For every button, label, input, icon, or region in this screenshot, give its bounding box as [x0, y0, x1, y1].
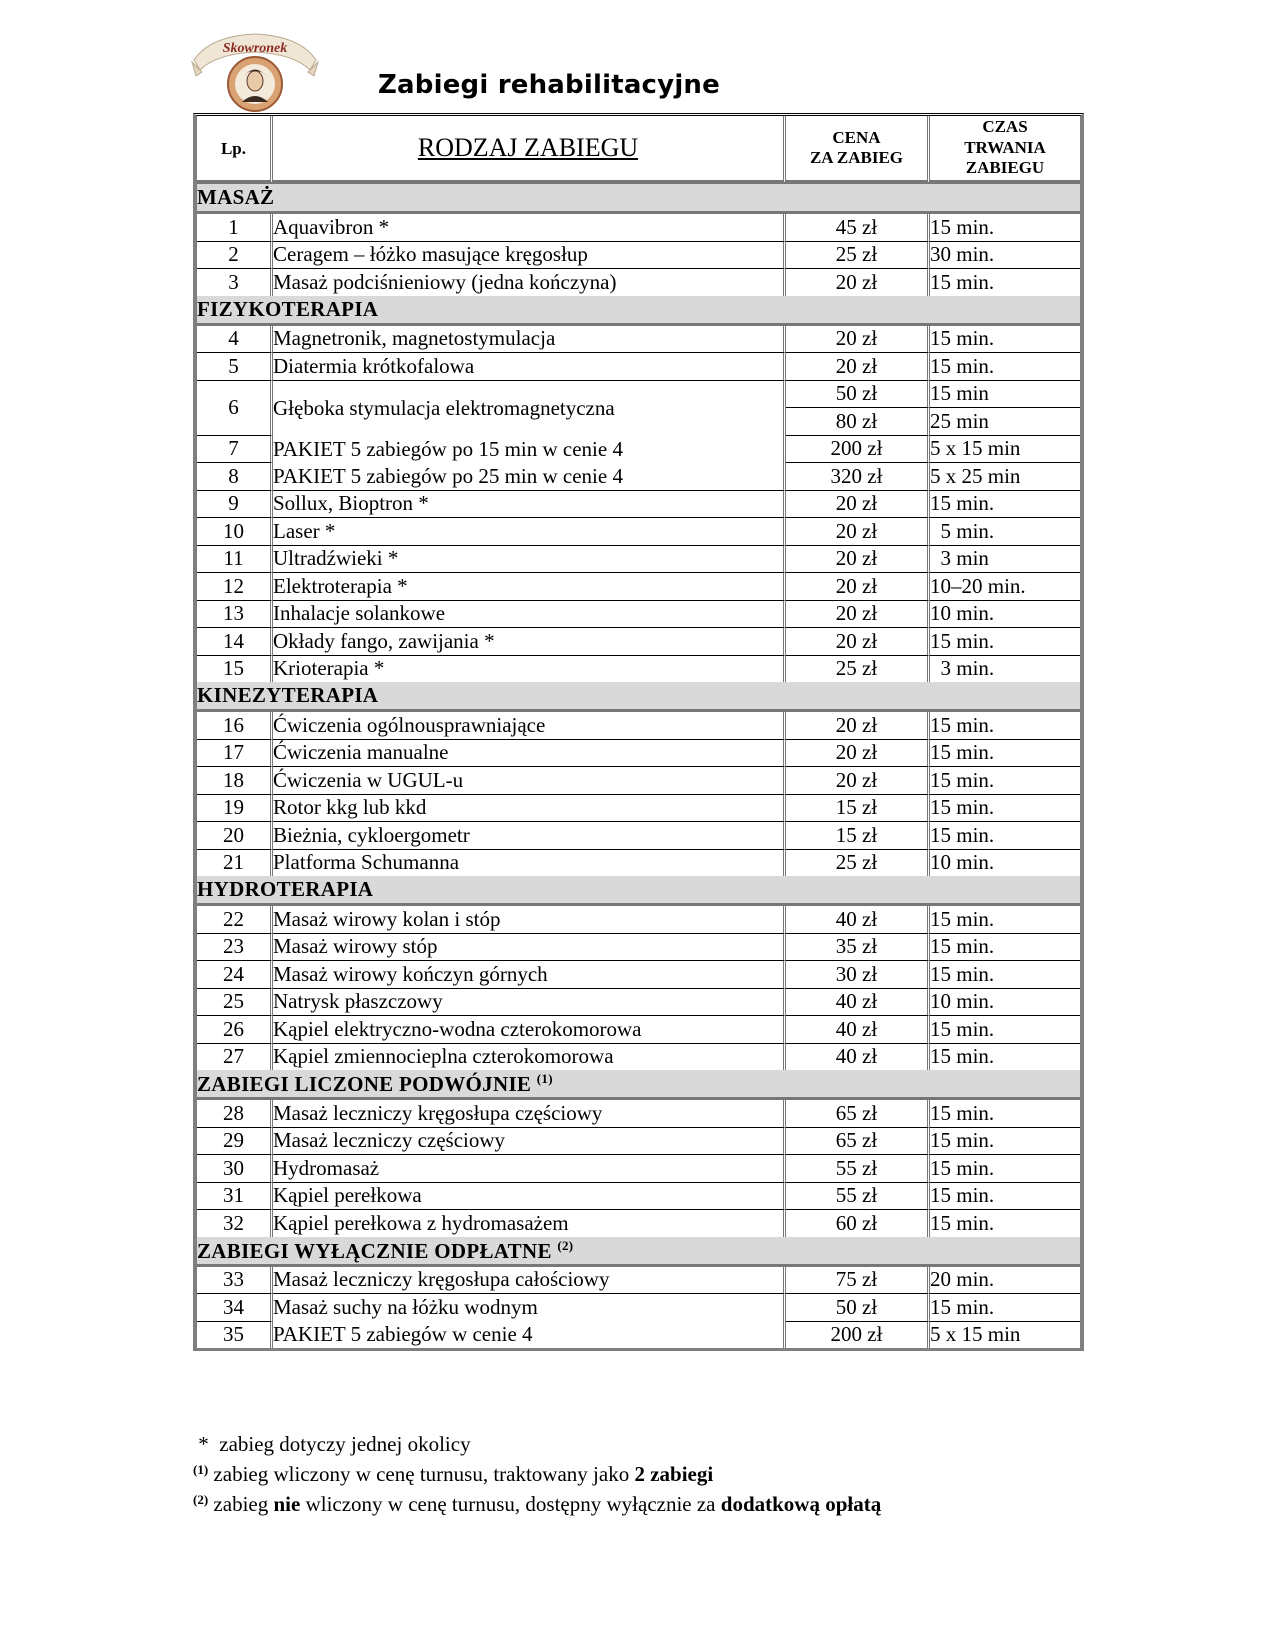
table-row [197, 381, 1080, 409]
table-row [197, 573, 1080, 601]
treatment-name: Masaż leczniczy kręgosłupa częściowy [273, 1100, 786, 1128]
treatment-name: Kąpiel elektryczno-wodna czterokomorowa [273, 1016, 786, 1044]
treatment-name: PAKIET 5 zabiegów po 25 min w cenie 4 [273, 463, 786, 491]
table-row [197, 1210, 1080, 1237]
page-title: Zabiegi rehabilitacyjne [378, 70, 720, 100]
treatment-price: 55 zł [786, 1155, 930, 1183]
row-number: 17 [197, 740, 273, 768]
table-row [197, 326, 1080, 354]
section-header: HYDROTERAPIA [197, 876, 1080, 906]
treatment-duration: 15 min [930, 381, 1080, 409]
treatment-name: PAKIET 5 zabiegów w cenie 4 [273, 1322, 786, 1349]
table-row [197, 242, 1080, 270]
treatment-price: 80 zł [786, 408, 930, 436]
row-number: 5 [197, 353, 273, 381]
row-number: 13 [197, 601, 273, 629]
treatment-price: 25 zł [786, 850, 930, 877]
treatment-duration: 3 min [930, 546, 1080, 574]
treatment-name: Masaż wirowy stóp [273, 934, 786, 962]
row-number: 15 [197, 656, 273, 683]
treatment-price: 35 zł [786, 934, 930, 962]
row-number: 32 [197, 1210, 273, 1237]
treatment-duration: 15 min. [930, 906, 1080, 934]
row-number: 11 [197, 546, 273, 574]
treatment-price: 20 zł [786, 491, 930, 519]
treatment-duration: 15 min. [930, 326, 1080, 354]
column-header-price: CENA ZA ZABIEG [786, 116, 930, 184]
treatment-duration: 15 min. [930, 961, 1080, 989]
treatment-name: Ćwiczenia ogólnousprawniające [273, 712, 786, 740]
treatment-duration: 3 min. [930, 656, 995, 681]
row-number: 26 [197, 1016, 273, 1044]
treatment-name: Ćwiczenia w UGUL-u [273, 767, 786, 795]
table-row [197, 961, 1080, 989]
section-header: ZABIEGI LICZONE PODWÓJNIE $^{(1)}$ [197, 1070, 1080, 1100]
treatment-name: Aquavibron * [273, 214, 786, 242]
table-row [197, 214, 1080, 242]
treatment-price: 75 zł [786, 1267, 930, 1295]
treatment-price: 20 zł [786, 546, 930, 574]
table-row [197, 989, 1080, 1017]
treatment-price: 15 zł [786, 822, 930, 850]
footnote-marker: (1) [536, 1071, 553, 1086]
treatment-price: 65 zł [786, 1100, 930, 1128]
row-number: 27 [197, 1044, 273, 1071]
row-number: 20 [197, 822, 273, 850]
table-row [197, 463, 1080, 491]
treatment-duration: 5 x 15 min [930, 436, 1080, 464]
table-row [197, 491, 1080, 519]
treatment-price: 40 zł [786, 1044, 930, 1071]
table-row [197, 1016, 1080, 1044]
treatment-price: 20 zł [786, 326, 930, 354]
treatment-name: Inhalacje solankowe [273, 601, 786, 629]
table-row [197, 518, 1080, 546]
treatment-duration: 10–20 min. [930, 573, 1080, 601]
treatment-duration: 10 min. [930, 601, 1080, 629]
treatment-name: Natrysk płaszczowy [273, 989, 786, 1017]
row-number: 9 [197, 491, 273, 519]
treatment-duration: 15 min. [930, 740, 1080, 768]
table-row [197, 1155, 1080, 1183]
treatment-name: Okłady fango, zawijania * [273, 628, 786, 656]
table-row [197, 850, 1080, 877]
treatment-name: Magnetronik, magnetostymulacja [273, 326, 786, 354]
treatment-price: 50 zł [786, 381, 930, 409]
treatment-price: 25 zł [786, 656, 930, 683]
treatments-price-table [193, 113, 1084, 1351]
treatment-duration: 20 min. [930, 1267, 1080, 1295]
svg-text:Skowronek: Skowronek [222, 41, 288, 56]
skowronek-logo [190, 26, 320, 114]
treatment-name: Ultradźwieki * [273, 546, 786, 574]
footnote-star: * zabieg dotyczy jednej okolicy [198, 1432, 471, 1456]
table-row [197, 269, 1080, 296]
row-number: 7 [197, 436, 273, 464]
row-number: 10 [197, 518, 273, 546]
treatment-duration: 15 min. [930, 822, 1080, 850]
treatment-name: Ćwiczenia manualne [273, 740, 786, 768]
treatment-name: Hydromasaż [273, 1155, 786, 1183]
treatment-duration: 15 min. [930, 1155, 1080, 1183]
table-row [197, 1183, 1080, 1211]
treatment-duration: 15 min. [930, 1016, 1080, 1044]
table-row [197, 795, 1080, 823]
footnote-1: $^{(1)}$ zabieg wliczony w cenę turnusu, traktowany jako 2 zabiegi [193, 1462, 714, 1486]
treatment-name: Kąpiel perełkowa [273, 1183, 786, 1211]
table-row [197, 712, 1080, 740]
treatment-price: 20 zł [786, 518, 930, 546]
row-number: 2 [197, 242, 273, 270]
table-row [197, 1267, 1080, 1295]
row-number: 14 [197, 628, 273, 656]
table-row [197, 934, 1080, 962]
table-row [197, 436, 1080, 464]
treatment-price: 20 zł [786, 628, 930, 656]
treatment-price: 20 zł [786, 353, 930, 381]
row-number: 4 [197, 326, 273, 354]
treatment-duration: 15 min. [930, 269, 995, 294]
treatment-duration: 5 x 15 min [930, 1322, 1021, 1347]
treatment-duration: 30 min. [930, 242, 1080, 270]
table-row [197, 822, 1080, 850]
table-header-row [197, 116, 1080, 184]
treatment-price: 50 zł [786, 1294, 930, 1322]
treatment-name: Kąpiel perełkowa z hydromasażem [273, 1210, 786, 1237]
treatment-duration: 10 min. [930, 989, 1080, 1017]
treatment-name: PAKIET 5 zabiegów po 15 min w cenie 4 [273, 436, 786, 464]
treatment-price: 20 zł [786, 269, 930, 296]
footnote-marker: (2) [557, 1237, 574, 1253]
row-number: 29 [197, 1128, 273, 1156]
treatment-price: 320 zł [786, 463, 930, 491]
treatment-price: 15 zł [786, 795, 930, 823]
treatment-price: 200 zł [786, 436, 930, 464]
column-header-lp: Lp. [197, 116, 273, 184]
table-row [197, 767, 1080, 795]
treatment-name: Platforma Schumanna [273, 850, 786, 877]
treatment-name: Masaż wirowy kończyn górnych [273, 961, 786, 989]
section-header: FIZYKOTERAPIA [197, 296, 1080, 326]
treatment-price: 55 zł [786, 1183, 930, 1211]
table-row [197, 628, 1080, 656]
treatment-duration: 15 min. [930, 1100, 1080, 1128]
treatment-duration: 15 min. [930, 795, 1080, 823]
section-header: MASAŻ [197, 184, 1080, 214]
treatment-name: Sollux, Bioptron * [273, 491, 786, 519]
row-number: 16 [197, 712, 273, 740]
table-row [197, 1294, 1080, 1322]
treatment-name: Głęboka stymulacja elektromagnetyczna [273, 381, 786, 436]
row-number: 30 [197, 1155, 273, 1183]
row-number: 1 [197, 214, 273, 242]
treatment-price: 20 zł [786, 601, 930, 629]
treatment-name: Ceragem – łóżko masujące kręgosłup [273, 242, 786, 270]
treatment-duration: 5 x 25 min [930, 463, 1080, 491]
treatment-price: 45 zł [786, 214, 930, 242]
treatment-name: Krioterapia * [273, 656, 786, 683]
column-header-name: RODZAJ ZABIEGU [273, 116, 786, 184]
treatment-name: Elektroterapia * [273, 573, 786, 601]
row-number: 24 [197, 961, 273, 989]
table-row [197, 1128, 1080, 1156]
treatment-price: 200 zł [786, 1322, 930, 1349]
row-number: 12 [197, 573, 273, 601]
footnotes [193, 1432, 881, 1517]
treatment-price: 65 zł [786, 1128, 930, 1156]
treatment-name: Kąpiel zmiennocieplna czterokomorowa [273, 1044, 786, 1071]
treatment-name: Rotor kkg lub kkd [273, 795, 786, 823]
treatment-duration: 15 min. [930, 1044, 995, 1069]
row-number: 25 [197, 989, 273, 1017]
section-header: KINEZYTERAPIA [197, 682, 1080, 712]
treatment-price: 40 zł [786, 906, 930, 934]
treatment-duration: 15 min. [930, 353, 1080, 381]
table-row [197, 740, 1080, 768]
treatment-name: Masaż wirowy kolan i stóp [273, 906, 786, 934]
row-number: 35 [197, 1322, 273, 1349]
row-number: 21 [197, 850, 273, 877]
table-row [197, 1322, 1080, 1349]
treatment-duration: 15 min. [930, 1128, 1080, 1156]
table-row [197, 906, 1080, 934]
footnote-2: $^{(2)}$ zabieg nie wliczony w cenę turnusu, dostępny wyłącznie za dodatkową opłatą [193, 1492, 882, 1516]
row-number: 19 [197, 795, 273, 823]
treatment-name: Masaż podciśnieniowy (jedna kończyna) [273, 269, 786, 296]
treatment-price: 20 zł [786, 740, 930, 768]
row-number: 33 [197, 1267, 273, 1295]
table-row [197, 1044, 1080, 1071]
treatment-price: 30 zł [786, 961, 930, 989]
treatment-duration: 5 min. [930, 518, 1080, 546]
treatment-duration: 10 min. [930, 850, 995, 875]
table-row [197, 656, 1080, 683]
treatment-price: 40 zł [786, 1016, 930, 1044]
row-number: 31 [197, 1183, 273, 1211]
treatment-price: 60 zł [786, 1210, 930, 1237]
table-row [197, 1100, 1080, 1128]
treatment-name: Masaż suchy na łóżku wodnym [273, 1294, 786, 1322]
treatment-name: Masaż leczniczy częściowy [273, 1128, 786, 1156]
treatment-price: 20 zł [786, 767, 930, 795]
table-row [197, 353, 1080, 381]
treatment-name: Diatermia krótkofalowa [273, 353, 786, 381]
treatment-duration: 15 min. [930, 767, 1080, 795]
treatment-duration: 15 min. [930, 491, 1080, 519]
treatment-duration: 15 min. [930, 712, 1080, 740]
section-header: ZABIEGI WYŁĄCZNIE ODPŁATNE $^{(2)}$ [197, 1237, 1080, 1267]
treatment-price: 40 zł [786, 989, 930, 1017]
column-header-duration: CZAS TRWANIA ZABIEGU [930, 116, 1080, 184]
treatment-name: Masaż leczniczy kręgosłupa całościowy [273, 1267, 786, 1295]
row-number: 3 [197, 269, 273, 296]
treatment-price: 20 zł [786, 573, 930, 601]
treatment-duration: 25 min [930, 408, 1080, 436]
treatment-duration: 15 min. [930, 628, 1080, 656]
treatment-name: Bieżnia, cykloergometr [273, 822, 786, 850]
row-number: 28 [197, 1100, 273, 1128]
treatment-name: Laser * [273, 518, 786, 546]
treatment-price: 25 zł [786, 242, 930, 270]
row-number: 6 [197, 381, 273, 436]
row-number: 23 [197, 934, 273, 962]
treatment-duration: 15 min. [930, 214, 1080, 242]
table-row [197, 601, 1080, 629]
row-number: 34 [197, 1294, 273, 1322]
row-number: 8 [197, 463, 273, 491]
treatment-duration: 15 min. [930, 1210, 995, 1235]
treatment-duration: 15 min. [930, 1294, 1080, 1322]
row-number: 18 [197, 767, 273, 795]
treatment-duration: 15 min. [930, 1183, 1080, 1211]
treatment-price: 20 zł [786, 712, 930, 740]
table-row [197, 546, 1080, 574]
portrait-medallion-logo-icon [190, 26, 320, 114]
treatment-duration: 15 min. [930, 934, 1080, 962]
row-number: 22 [197, 906, 273, 934]
